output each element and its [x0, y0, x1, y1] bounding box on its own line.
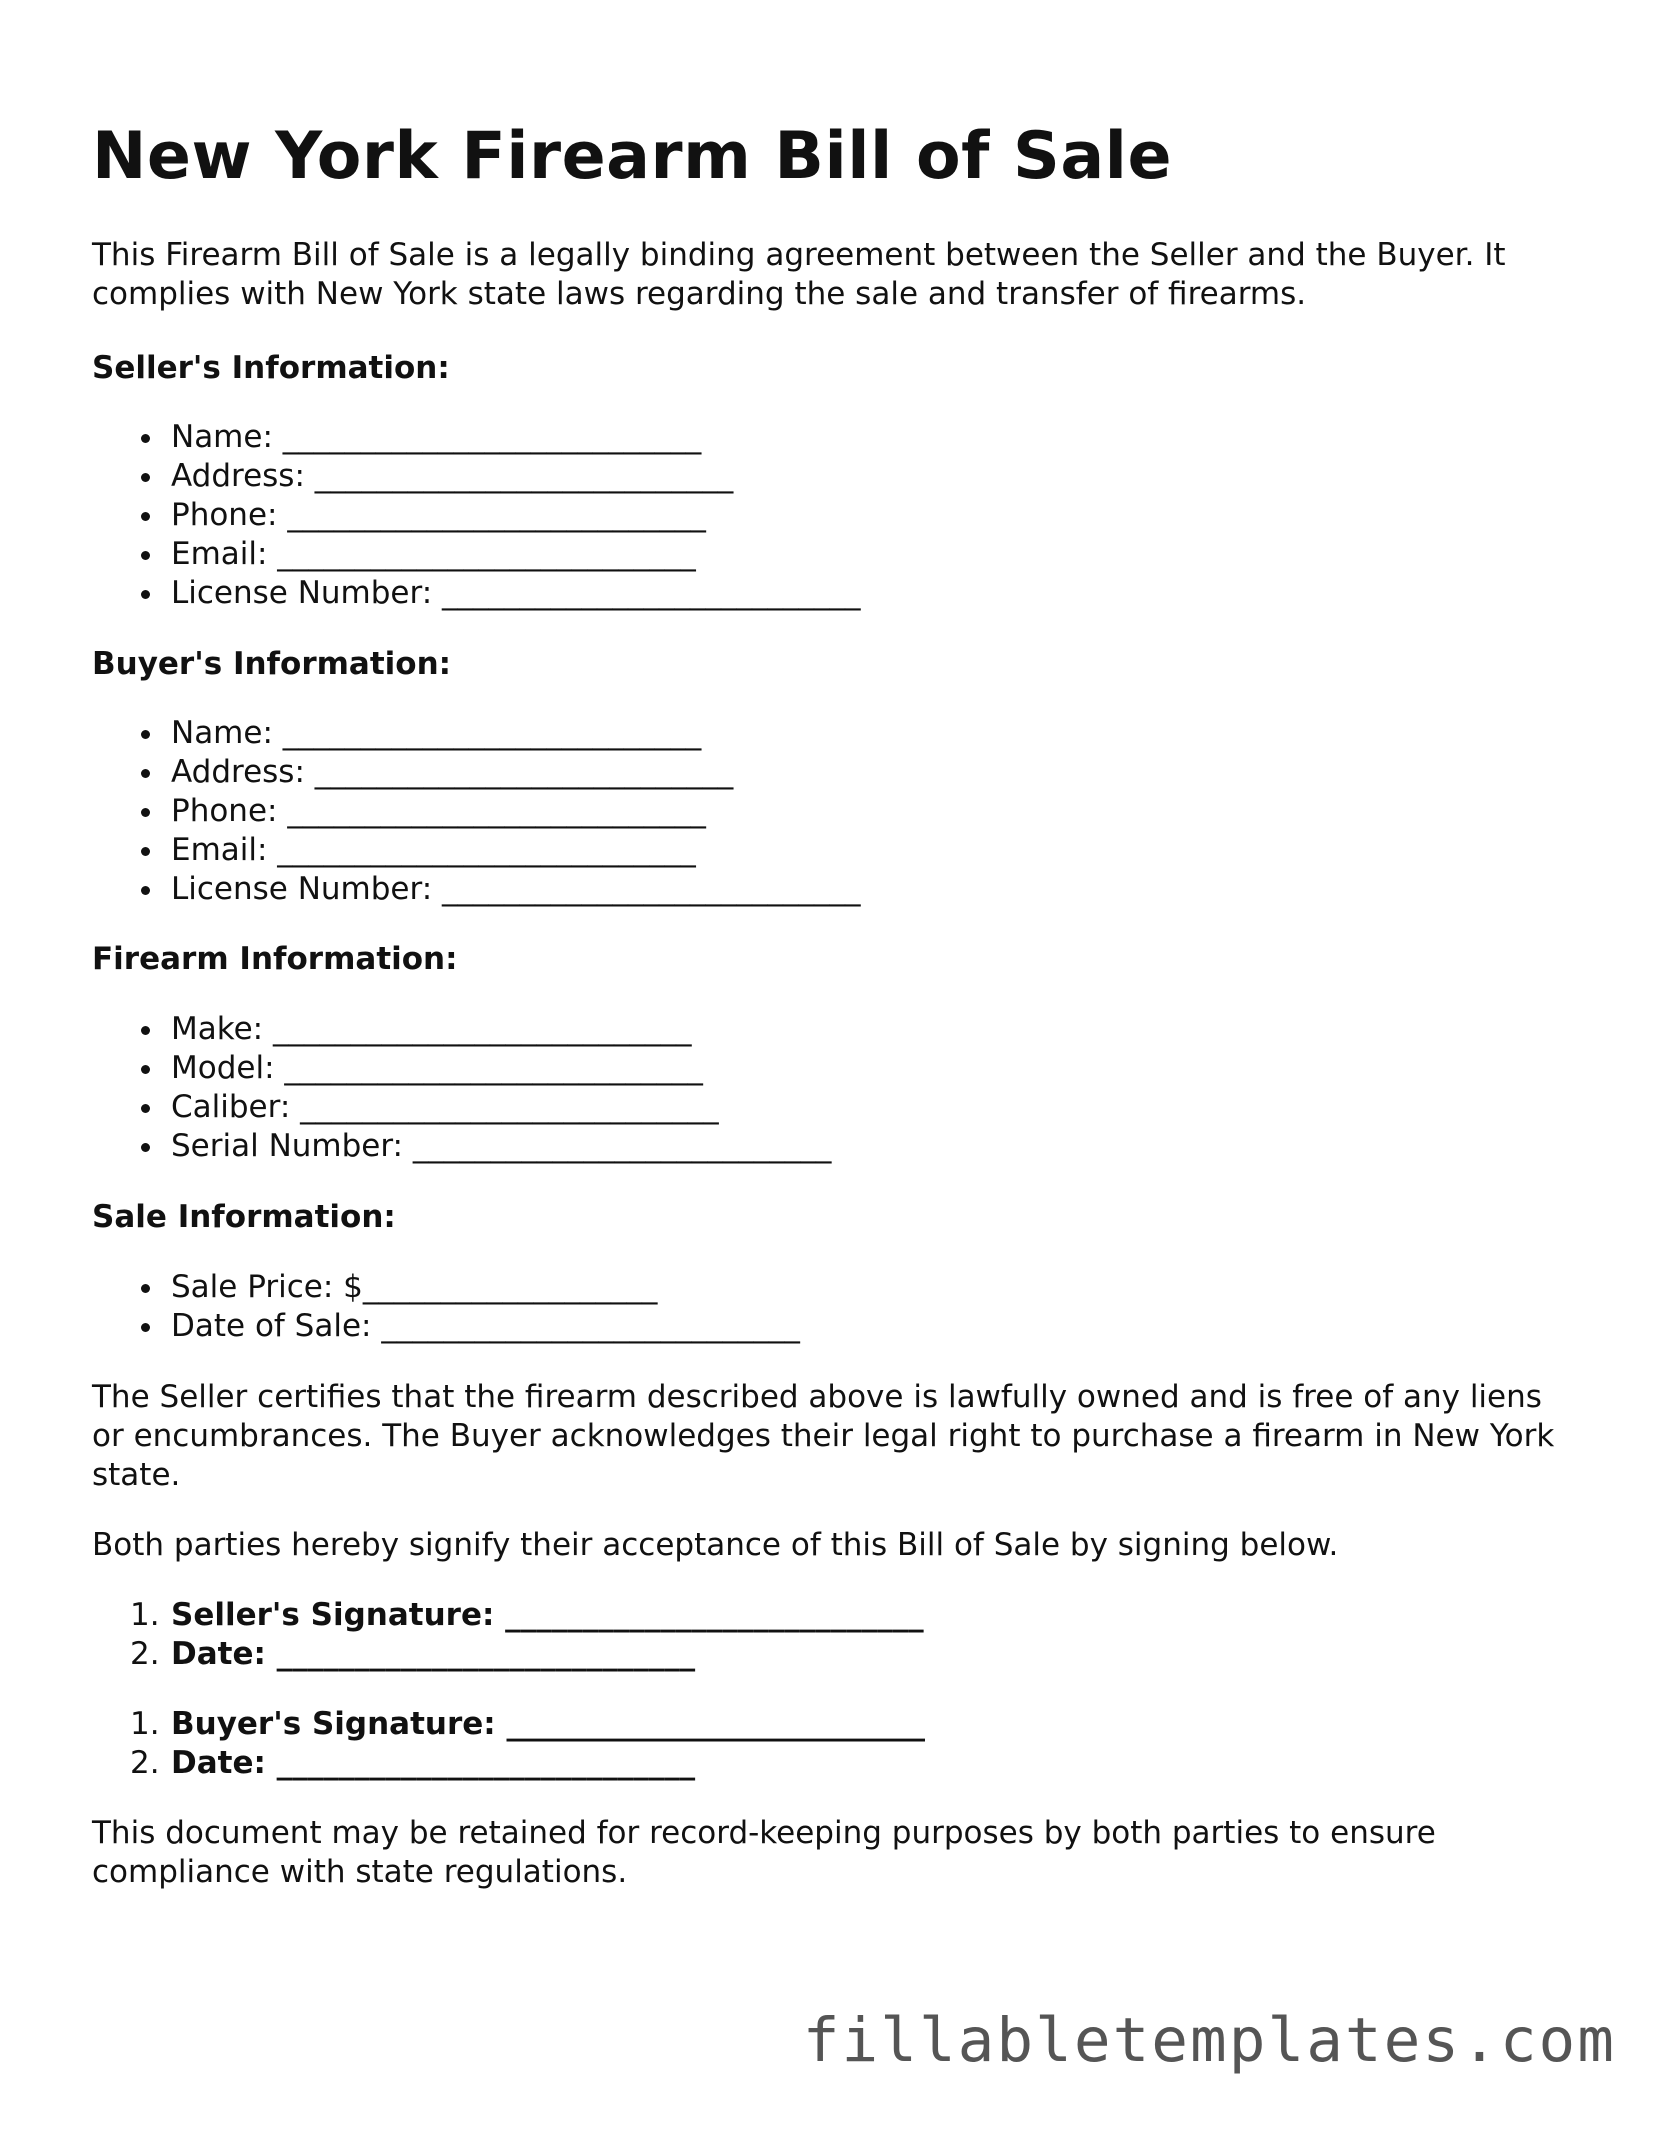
sale-date-field[interactable]: Date of Sale: ___________________________: [92, 1307, 800, 1346]
sale-fields-list: [92, 1268, 800, 1346]
seller-email-field[interactable]: Email: ___________________________: [92, 535, 861, 574]
seller-signature-list: [92, 1596, 924, 1674]
sale-price-field[interactable]: Sale Price: $___________________: [92, 1268, 800, 1307]
buyer-date-label: Date: ___________________________: [171, 1745, 696, 1781]
document-title: New York Firearm Bill of Sale: [92, 119, 1173, 194]
buyer-signature-date-field[interactable]: [92, 1744, 925, 1783]
watermark-text: fillabletemplates.com: [802, 2005, 1616, 2076]
acceptance-paragraph: Both parties hereby signify their acceptance of this Bill of Sale by signing below.: [92, 1527, 1339, 1563]
list-number: 1.: [130, 1597, 160, 1633]
seller-signature-field[interactable]: [92, 1596, 924, 1635]
buyer-phone-field[interactable]: Phone: ___________________________: [92, 792, 861, 831]
buyer-address-field[interactable]: Address: ___________________________: [92, 753, 861, 792]
buyer-signature-list: [92, 1705, 925, 1783]
list-number: 2.: [130, 1636, 160, 1672]
seller-address-field[interactable]: Address: ___________________________: [92, 457, 861, 496]
firearm-make-field[interactable]: Make: ___________________________: [92, 1010, 831, 1049]
certification-paragraph: The Seller certifies that the firearm described above is lawfully owned and is free of any liens or encumbrances. The Buyer acknowledges their legal right to purchase a firearm in New York state.: [92, 1379, 1555, 1493]
seller-heading: Seller's Information:: [92, 350, 450, 386]
buyer-signature-label: Buyer's Signature: ___________________________: [171, 1706, 925, 1742]
seller-date-label: Date: ___________________________: [171, 1636, 696, 1672]
firearm-fields-list: [92, 1010, 831, 1166]
buyer-fields-list: [92, 714, 861, 909]
intro-paragraph: This Firearm Bill of Sale is a legally binding agreement between the Seller and the Buyer. It complies with New York state laws regarding the sale and transfer of firearms.: [92, 237, 1506, 312]
buyer-license-field[interactable]: License Number: ___________________________: [92, 870, 861, 909]
sale-heading: Sale Information:: [92, 1199, 396, 1235]
seller-name-field[interactable]: Name: ___________________________: [92, 418, 861, 457]
firearm-serial-field[interactable]: Serial Number: ___________________________: [92, 1127, 831, 1166]
firearm-heading: Firearm Information:: [92, 941, 458, 977]
seller-license-field[interactable]: License Number: ___________________________: [92, 574, 861, 613]
buyer-signature-field[interactable]: [92, 1705, 925, 1744]
retention-paragraph: This document may be retained for record-keeping purposes by both parties to ensure compliance with state regulations.: [92, 1815, 1436, 1890]
buyer-heading: Buyer's Information:: [92, 646, 452, 682]
list-number: 2.: [130, 1745, 160, 1781]
seller-signature-label: Seller's Signature: ___________________________: [171, 1597, 924, 1633]
seller-fields-list: [92, 418, 861, 613]
firearm-model-field[interactable]: Model: ___________________________: [92, 1049, 831, 1088]
buyer-name-field[interactable]: Name: ___________________________: [92, 714, 861, 753]
seller-signature-date-field[interactable]: [92, 1635, 924, 1674]
firearm-caliber-field[interactable]: Caliber: ___________________________: [92, 1088, 831, 1127]
seller-phone-field[interactable]: Phone: ___________________________: [92, 496, 861, 535]
list-number: 1.: [130, 1706, 160, 1742]
buyer-email-field[interactable]: Email: ___________________________: [92, 831, 861, 870]
